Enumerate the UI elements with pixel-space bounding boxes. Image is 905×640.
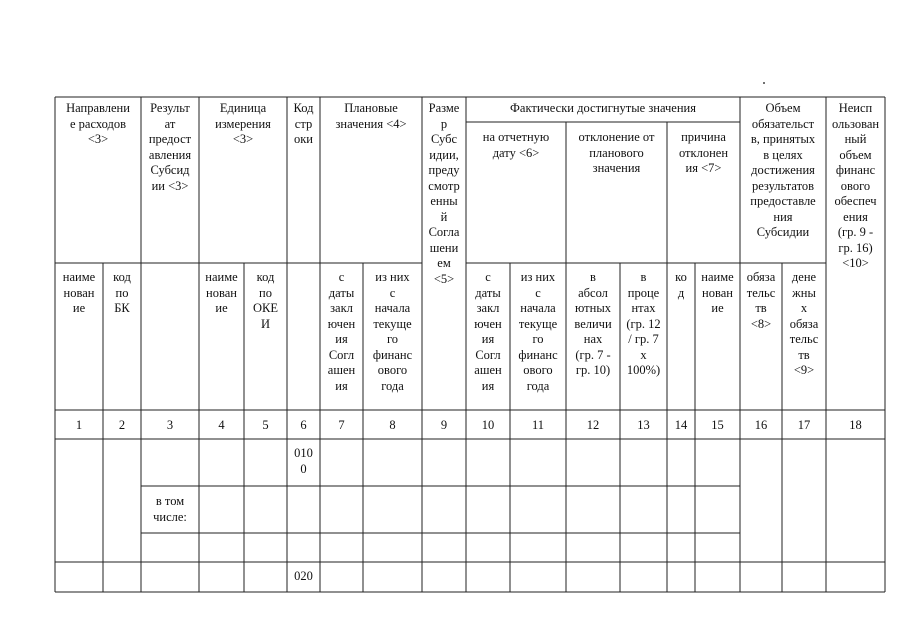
col-num-5: 5	[262, 418, 269, 432]
col-num-15: 15	[711, 418, 724, 432]
col-num-14: 14	[674, 418, 688, 432]
col-num-11: 11	[531, 418, 545, 432]
col-num-8: 8	[389, 418, 396, 432]
row-code-020: 020	[294, 569, 313, 583]
header-bk-code: код по БК	[113, 270, 131, 315]
header-planned-values: Плановые значения <4>	[335, 101, 407, 131]
row-label-including: в том числе:	[153, 494, 187, 524]
header-obligations: обяза тельс тв <8>	[746, 270, 776, 331]
header-unused-volume: Неисп ользован ный объем финанс ового обеспеч ения (гр. 9 - гр. 16) <10>	[831, 101, 880, 270]
header-deviation-reason: причина отклонен ия <7>	[678, 130, 729, 175]
header-obligations-volume: Объем обязательст в, принятых в целях достижения результатов предоставле ния Субсидии	[750, 101, 816, 239]
header-okei-code: код по ОКЕ И	[253, 270, 278, 331]
col-num-4: 4	[218, 418, 225, 432]
col-num-6: 6	[300, 418, 307, 432]
col-num-2: 2	[118, 418, 126, 432]
stray-dot	[763, 82, 765, 84]
header-expense-direction: Направлени е расходов <3>	[66, 101, 130, 146]
col-num-9: 9	[440, 418, 448, 432]
col-num-17: 17	[797, 418, 811, 432]
header-plan-from-year: из них с начала текуще го финанс ового года	[372, 270, 413, 393]
header-plan-from-agreement: с даты закл ючен ия Согл ашен ия	[327, 270, 356, 393]
header-fact-from-agreement: с даты закл ючен ия Согл ашен ия	[474, 270, 502, 393]
col-num-13: 13	[637, 418, 650, 432]
col-num-3: 3	[166, 418, 174, 432]
col-num-7: 7	[338, 418, 345, 432]
col-num-10: 10	[481, 418, 495, 432]
row-code-0100: 010 0	[294, 446, 313, 476]
col-num-16: 16	[754, 418, 768, 432]
header-monetary-obligations: дене жны х обяза тельс тв <9>	[789, 270, 819, 377]
header-row-code: Код стр оки	[293, 101, 314, 146]
header-reason-name: наиме нован ие	[701, 270, 734, 315]
header-percent-deviation: в проце нтах (гр. 12 / гр. 7 х 100%)	[626, 270, 661, 377]
header-reporting-date: на отчетную дату <6>	[482, 130, 550, 160]
header-reason-code: ко д	[675, 270, 687, 300]
header-absolute-deviation: в абсол ютных величи нах (гр. 7 - гр. 10)	[574, 270, 612, 377]
header-name-1: наиме нован ие	[62, 270, 96, 315]
header-name-4: наиме нован ие	[205, 270, 238, 315]
header-result: Результ ат предост авления Субсид ии <3>	[148, 101, 192, 193]
header-fact-from-year: из них с начала текуще го финанс ового года	[518, 270, 558, 393]
header-subsidy-amount: Разме р Субс идии, преду смотр енны й Согла шени ем <5>	[428, 101, 460, 286]
col-num-1: 1	[75, 418, 83, 432]
header-unit: Единица измерения <3>	[215, 101, 271, 146]
col-num-18: 18	[849, 418, 862, 432]
col-num-12: 12	[586, 418, 600, 432]
header-actual-values: Фактически достигнутые значения	[510, 101, 696, 115]
header-deviation: отклонение от планового значения	[578, 130, 655, 175]
